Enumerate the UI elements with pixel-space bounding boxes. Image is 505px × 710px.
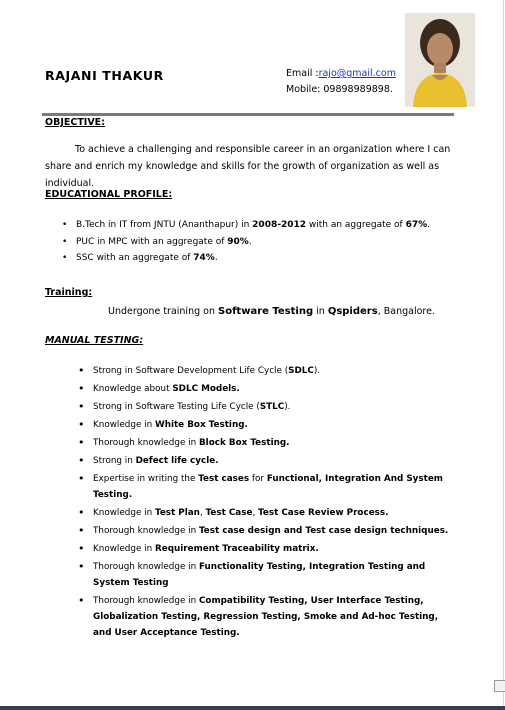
page-corner-icon[interactable] [494, 680, 505, 692]
education-heading: EDUCATIONAL PROFILE: [45, 189, 173, 200]
mobile-line: Mobile: 09898989898. [286, 84, 393, 95]
education-item: • SSC with an aggregate of 74%. [62, 253, 430, 270]
list-item: • Expertise in writing the Test cases for Functional, Integration And System Testing. [78, 471, 458, 503]
manual-testing-heading: MANUAL TESTING: [45, 335, 144, 346]
list-item: • Thorough knowledge in Compatibility Testing, User Interface Testing, Globalization Testing, Regression Testing, Smoke and Ad-hoc Testing, and User Acceptance Testing. [78, 593, 458, 641]
profile-photo [405, 13, 475, 107]
training-text: Undergone training on Software Testing in Qspiders, Bangalore. [108, 306, 435, 317]
education-item: • B.Tech in IT from JNTU (Ananthapur) in 2008-2012 with an aggregate of 67%. [62, 220, 430, 237]
email-line [286, 66, 396, 82]
list-item: • Knowledge in White Box Testing. [78, 417, 458, 433]
list-item: • Thorough knowledge in Block Box Testing. [78, 435, 458, 451]
training-heading: Training: [45, 287, 93, 298]
header-divider [42, 113, 454, 116]
bottom-bar [0, 706, 505, 710]
email-label: Email : [286, 68, 319, 79]
list-item: • Thorough knowledge in Test case design and Test case design techniques. [78, 523, 458, 539]
list-item: • Knowledge about SDLC Models. [78, 381, 458, 397]
candidate-name: RAJANI THAKUR [45, 68, 164, 83]
manual-testing-list [78, 363, 458, 643]
list-item: • Strong in Software Development Life Cycle (SDLC). [78, 363, 458, 379]
list-item: • Thorough knowledge in Functionality Testing, Integration Testing and System Testing [78, 559, 458, 591]
objective-text: To achieve a challenging and responsible career in an organization where I can share and enrich my knowledge and skills for the growth of organization as well as individual. [45, 144, 451, 189]
list-item: • Strong in Software Testing Life Cycle (STLC). [78, 399, 458, 415]
list-item: • Knowledge in Test Plan, Test Case, Test Case Review Process. [78, 505, 458, 521]
list-item: • Strong in Defect life cycle. [78, 453, 458, 469]
objective-heading: OBJECTIVE: [45, 117, 105, 128]
list-item: • Knowledge in Requirement Traceability matrix. [78, 541, 458, 557]
education-list [62, 220, 430, 270]
email-link[interactable]: rajo@gmail.com [318, 68, 396, 79]
contact-block [286, 66, 396, 98]
education-item: • PUC in MPC with an aggregate of 90%. [62, 237, 430, 254]
